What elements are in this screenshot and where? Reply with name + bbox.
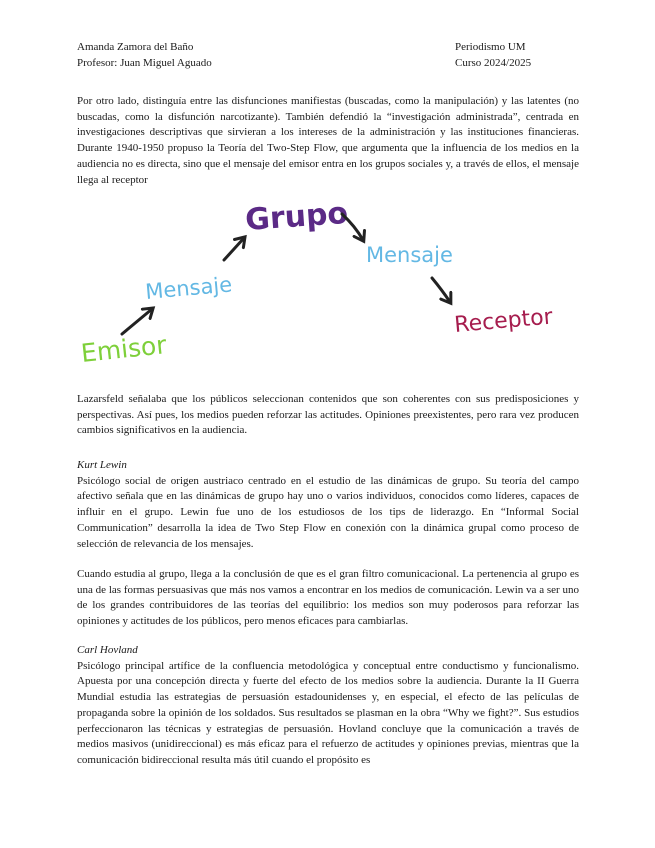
arrow-mensaje-grupo (224, 238, 244, 260)
section-hovland (77, 643, 579, 769)
arrow-mensaje-receptor (432, 278, 450, 302)
diagram-mensaje-2: Mensaje (366, 243, 453, 267)
header-left (77, 40, 212, 71)
diagram-mensaje-1: Mensaje (144, 272, 234, 304)
arrow-emisor-mensaje (122, 309, 152, 334)
diagram-emisor: Emisor (79, 330, 168, 368)
paragraph-lewin-2: Cuando estudia al grupo, llega a la conclusión de que es el gran filtro comunicacional. La pertenencia al grupo es una de las formas persuasivas que más nos vamos a encontrar en los medios de comunicación. Lewin va a ser uno de los grandes contribuidores de las teorías del equilibrio: los medios son muy poderosos para reforzar las opiniones y actitudes de los públicos, pero menos eficaces para cambiarlas. (77, 568, 579, 628)
diagram-grupo: Grupo (244, 195, 350, 238)
paragraph-lazarsfeld: Lazarsfeld señalaba que los públicos seleccionan contenidos que son coherentes con sus predisposiciones y perspectivas. Así pues, los medios pueden reforzar las actitudes. Opiniones preexistentes, pero rara vez producen cambios significativos en la audiencia. (77, 393, 579, 437)
section-intro (77, 94, 579, 188)
page-header (77, 40, 579, 72)
section-lazarsfeld (77, 392, 579, 439)
diagram-receptor: Receptor (453, 304, 554, 338)
paragraph-two-step-flow: Por otro lado, distinguía entre las disfunciones manifiestas (buscadas, como la manipulación) y las latentes (no buscadas, como la disfunción narcotizante). También defendió la “investigación administrada”, centrada en investigaciones descriptivas que sirvieran a los intereses de la administración y las instituciones financieras. Durante 1940-1950 propuso la Teoría del Two-Step Flow, que argumenta que la influencia de los medios en la audiencia no es directa, sino que el mensaje del emisor entra en los grupos sociales y, a través de ellos, el mensaje llega al receptor (77, 95, 579, 186)
professor-name: Profesor: Juan Miguel Aguado (77, 56, 212, 69)
author-lewin-heading: Kurt Lewin (77, 459, 127, 471)
two-step-flow-diagram (70, 192, 580, 382)
section-lewin (77, 458, 579, 552)
course-year: Curso 2024/2025 (455, 56, 532, 69)
paragraph-lewin-1: Psicólogo social de origen austriaco centrado en el estudio de las dinámicas de grupo. Su teoría del campo afectivo señala que en las dinámicas de grupo hay uno o varios individuos, conocidos como líderes, capaces de influir en el grupo. Lewin fue uno de los estudiosos de los tips de liderazgo. En “Informal Social Communication” desarrolla la idea de Two Step Flow en conexión con la dinámica grupal como proceso de selección de relevancia de los mensajes. (77, 474, 579, 550)
author-hovland-heading: Carl Hovland (77, 644, 138, 656)
course-name: Periodismo UM (455, 41, 526, 53)
student-name: Amanda Zamora del Baño (77, 41, 194, 53)
header-right (455, 40, 531, 71)
section-lewin-continued (77, 567, 579, 630)
paragraph-hovland-1: Psicólogo principal artífice de la confluencia metodológica y conceptual entre conductismo y funcionalismo. Apuesta por una concepción directa y fuerte del efecto de los medios sobre la audiencia. Durante la II Guerra Mundial estudia las estrategias de persuasión estadounidenses y, en especial, el efecto de las películas de propaganda sobre la opinión de los soldados. Sus resultados se plasman en la obra “Why we fight?”. Sus estudios perfeccionaron las técnicas y estrategias de persuasión. Hovland concluye que la comunicación a través de medios masivos (unidireccional) es más eficaz para el refuerzo de actitudes y opiniones previas, mientras que la comunicación bidireccional resulta más útil cuando el propósito es (77, 659, 579, 766)
